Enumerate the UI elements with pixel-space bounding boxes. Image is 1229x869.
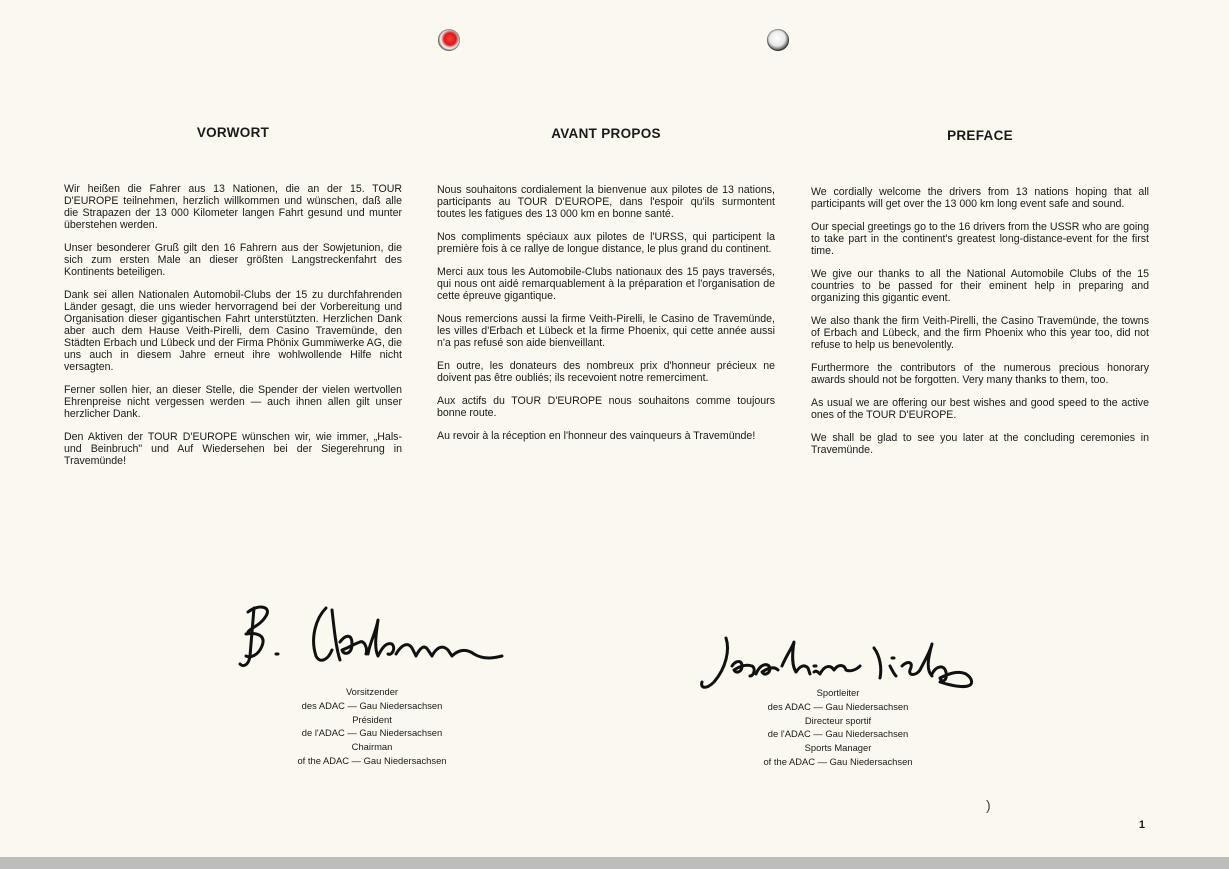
title-line: des ADAC — Gau Niedersachsen (301, 699, 443, 711)
signatory-sports-manager-titles (738, 686, 938, 769)
paragraph: We cordially welcome the drivers from 13 nations hoping that all participants will get over the 13 000 km long event safe and sound. (811, 186, 1149, 210)
paragraph: As usual we are offering our best wishes and good speed to the active ones of the TOUR D'EUROPE. (811, 397, 1149, 421)
paragraph: Our special greetings go to the 16 drivers from the USSR who are going to take part in the continent's greatest long-distance-event for the first time. (811, 221, 1149, 257)
title-line: Directeur sportif (804, 714, 872, 726)
french-body (437, 184, 775, 453)
paragraph: Den Aktiven der TOUR D'EUROPE wünschen wir, wie immer, „Hals- und Beinbruch" und Auf Wiedersehen bei der Siegerehrung in Travemünde! (64, 431, 402, 467)
punch-hole-right (767, 29, 789, 51)
title-line: Chairman (351, 741, 393, 753)
title-line: de l'ADAC — Gau Niedersachsen (767, 728, 909, 740)
english-body (811, 186, 1149, 467)
german-body (64, 183, 402, 478)
title-line: Sportleiter (816, 687, 860, 698)
paragraph: We give our thanks to all the National Automobile Clubs of the 15 countries to be passed for their eminent help in preparing and organizing this gigantic event. (811, 268, 1149, 304)
heading-preface: PREFACE (947, 128, 1013, 143)
paragraph: Nous remercions aussi la firme Veith-Pirelli, le Casino de Travemünde, les villes d'Erbach et Lübeck et la firme Phoenix, qui cette année aussi n'a pas refusé son aide bienveillant. (437, 313, 775, 349)
title-line: de l'ADAC — Gau Niedersachsen (301, 727, 443, 739)
paragraph: Merci aux tous les Automobile-Clubs nationaux des 15 pays traversés, qui nous ont aidé remarquablement à la préparation et l'organisation de cette épreuve gigantique. (437, 266, 775, 302)
title-line: des ADAC — Gau Niedersachsen (767, 700, 909, 712)
signatory-chairman-titles (272, 685, 472, 768)
heading-vorwort: VORWORT (196, 125, 270, 140)
paragraph: En outre, les donateurs des nombreux prix d'honneur précieux ne doivent pas être oubliés; ils recevoient notre remerciment. (437, 360, 775, 384)
paragraph: Au revoir à la réception en l'honneur des vainqueurs à Travemünde! (437, 430, 756, 442)
paragraph: Dank sei allen Nationalen Automobil-Clubs der 15 zu durchfahrenden Länder gesagt, die uns wieder hervorragend bei der Vorbereitung und Organisation dieser gigantischen Fahrt unterstützten. Herzlichen Dank aber auch dem Hause Veith-Pirelli, dem Casino Travemünde, den Städten Erbach und Lübeck und der Firma Phönix Gummiwerke AG, die uns auch in diesem Jahre erneut ihre wohlwollende Hilfe nicht versagten. (64, 289, 402, 373)
title-line: of the ADAC — Gau Niedersachsen (297, 754, 447, 766)
paragraph: Aux actifs du TOUR D'EUROPE nous souhaitons comme toujours bonne route. (437, 395, 775, 419)
heading-avant-propos: AVANT PROPOS (551, 126, 661, 141)
margin-mark: ) (986, 797, 991, 813)
title-line: Président (352, 713, 392, 725)
punch-hole-left (438, 29, 460, 51)
paragraph: Unser besonderer Gruß gilt den 16 Fahrern aus der Sowjetunion, die sich zum ersten Male an dieser größten Langstreckenfahrt des Kontinents beteiligen. (64, 242, 402, 278)
paragraph: Nous souhaitons cordialement la bienvenue aux pilotes de 13 nations, participants au TOUR D'EUROPE, dans l'espoir qu'ils surmontent toutes les fatigues des 13 000 km en bonne santé. (437, 184, 775, 220)
paragraph: Wir heißen die Fahrer aus 13 Nationen, die an der 15. TOUR D'EUROPE teilnehmen, herzlich willkommen und wünschen, daß alle die Strapazen der 13 000 Kilometer langen Fahrt gesund und munter überstehen werden. (64, 183, 402, 231)
title-line: Vorsitzender (345, 686, 399, 697)
title-line: of the ADAC — Gau Niedersachsen (763, 755, 913, 767)
signature-chairman (236, 598, 506, 682)
page-bottom-edge (0, 857, 1229, 869)
paragraph: We shall be glad to see you later at the concluding ceremonies in Travemünde. (811, 432, 1149, 456)
paragraph: Furthermore the contributors of the numerous precious honorary awards should not be forgotten. Very many thanks to them, too. (811, 362, 1149, 386)
title-line: Sports Manager (804, 742, 872, 754)
paragraph: We also thank the firm Veith-Pirelli, the Casino Travemünde, the towns of Erbach and Lübeck, and the firm Phoenix who this year too, did not refuse to help us benevolently. (811, 315, 1149, 351)
paragraph: Ferner sollen hier, an dieser Stelle, die Spender der vielen wertvollen Ehrenpreise nicht vergessen werden — auch ihnen allen gilt unser herzlicher Dank. (64, 384, 402, 420)
page-number: 1 (1138, 819, 1145, 831)
paragraph: Nos compliments spéciaux aux pilotes de l'URSS, qui participent la première fois à ce rallye de longue distance, le plus grand du continent. (437, 231, 775, 255)
